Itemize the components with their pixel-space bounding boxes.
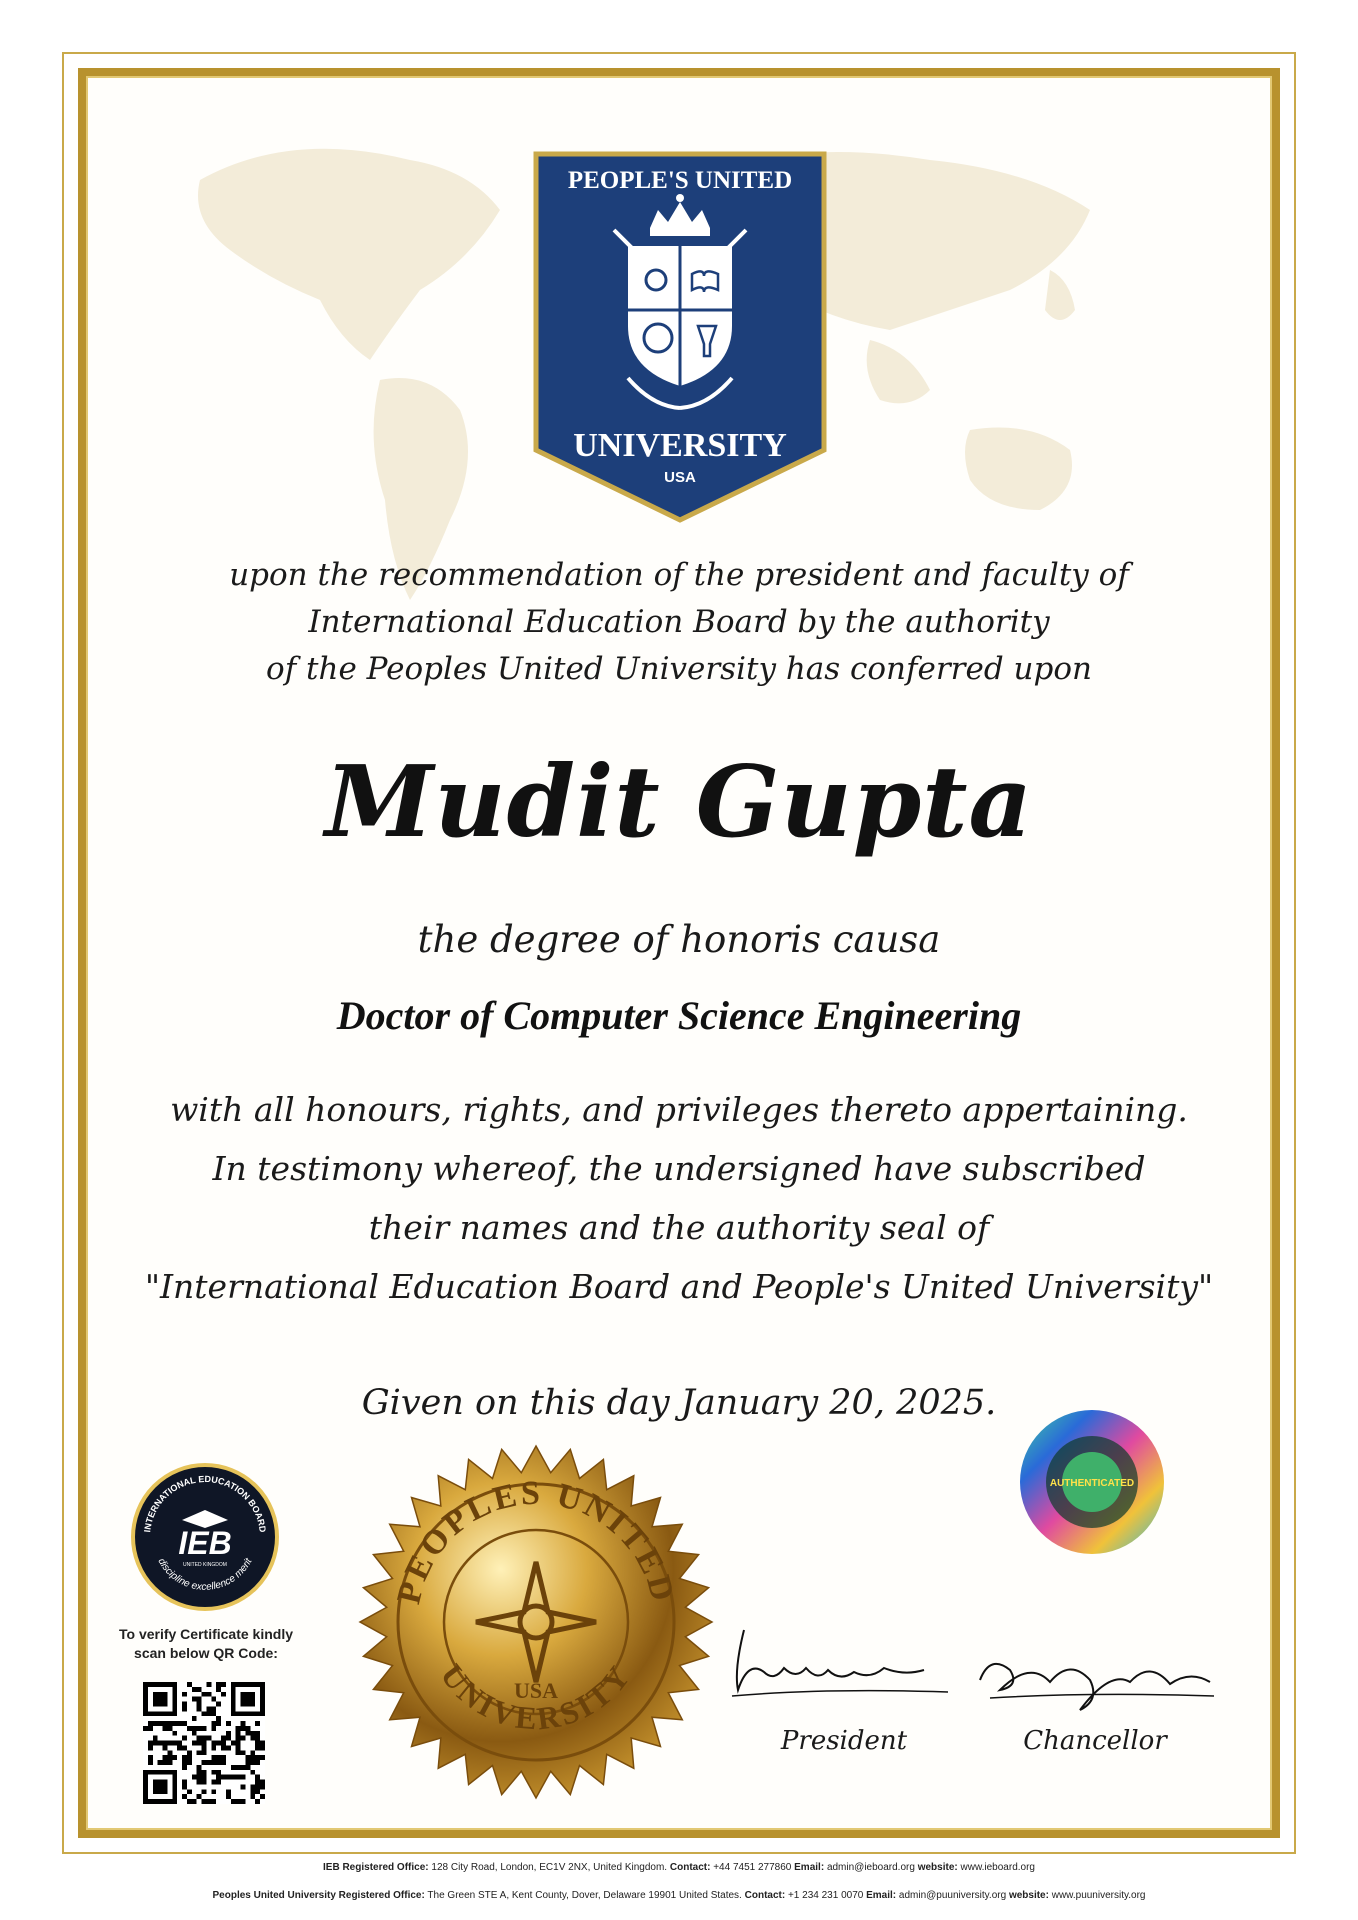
footer-website[interactable]: www.puuniversity.org: [1051, 1890, 1146, 1901]
intro-line: upon the recommendation of the president and faculty of: [229, 557, 1129, 593]
footer-contact: +1 234 231 0070: [787, 1890, 864, 1901]
verify-instructions: [100, 1625, 312, 1663]
verify-line: scan below QR Code:: [134, 1645, 278, 1661]
footer-label: Email:: [794, 1862, 825, 1873]
given-date: Given on this day January 20, 2025.: [361, 1383, 997, 1423]
degree-title: Doctor of Computer Science Engineering: [336, 993, 1022, 1038]
puu-office-footer: [0, 1890, 1358, 1901]
footer-contact: +44 7451 277860: [713, 1862, 792, 1873]
footer-website[interactable]: www.ieboard.org: [960, 1862, 1035, 1873]
ieb-sub-text: UNITED KINGDOM: [183, 1562, 227, 1568]
holographic-authentication-seal: [1018, 1408, 1166, 1556]
president-label: President: [780, 1726, 908, 1756]
intro-line: International Education Board by the authority: [308, 604, 1050, 640]
holo-text: AUTHENTICATED: [1049, 1478, 1135, 1489]
intro-line: of the Peoples United University has conferred upon: [266, 651, 1092, 687]
ieb-center-text: IEB: [178, 1525, 232, 1561]
footer-email[interactable]: admin@puuniversity.org: [898, 1890, 1007, 1901]
shield-name-bottom: UNIVERSITY: [573, 427, 787, 464]
ieb-motto: discipline excellence merit: [155, 1556, 255, 1593]
seal-top-text: PEOPLES UNITED: [390, 1474, 682, 1608]
seal-center-text: USA: [513, 1678, 559, 1703]
verification-qr-code[interactable]: [143, 1682, 265, 1804]
footer-label: website:: [1008, 1890, 1049, 1901]
shield-country: USA: [664, 469, 696, 486]
body-text: [0, 1080, 1358, 1316]
footer-label: Peoples United University Registered Office:: [212, 1890, 425, 1901]
shield-name-top: PEOPLE'S UNITED: [567, 167, 793, 194]
degree-prefix: the degree of honoris causa: [417, 918, 941, 961]
intro-text: [0, 552, 1358, 693]
footer-label: Contact:: [669, 1862, 711, 1873]
ieb-ring-text: INTERNATIONAL EDUCATION BOARD: [142, 1473, 268, 1533]
footer-label: Email:: [866, 1890, 897, 1901]
footer-label: Contact:: [744, 1890, 786, 1901]
chancellor-signature: [970, 1640, 1220, 1730]
ieb-office-footer: [0, 1862, 1358, 1873]
footer-label: website:: [917, 1862, 958, 1873]
university-shield-logo: [532, 150, 828, 524]
footer-address: The Green STE A, Kent County, Dover, Delaware 19901 United States.: [427, 1890, 742, 1901]
chancellor-label: Chancellor: [1023, 1726, 1167, 1756]
seal-bottom-text: UNIVERSITY: [433, 1657, 639, 1737]
footer-email[interactable]: admin@ieboard.org: [826, 1862, 915, 1873]
body-line: "International Education Board and People's United University": [144, 1267, 1214, 1306]
body-line: In testimony whereof, the undersigned have subscribed: [212, 1149, 1146, 1188]
body-line: their names and the authority seal of: [368, 1208, 990, 1247]
body-line: with all honours, rights, and privileges thereto appertaining.: [170, 1090, 1188, 1129]
president-signature: [724, 1610, 954, 1720]
footer-label: IEB Registered Office:: [323, 1862, 429, 1873]
recipient-name: Mudit Gupta: [324, 745, 1034, 860]
verify-line: To verify Certificate kindly: [118, 1626, 293, 1642]
gold-university-seal: [356, 1442, 716, 1802]
ieb-logo: [130, 1462, 280, 1612]
footer-address: 128 City Road, London, EC1V 2NX, United Kingdom.: [431, 1862, 668, 1873]
